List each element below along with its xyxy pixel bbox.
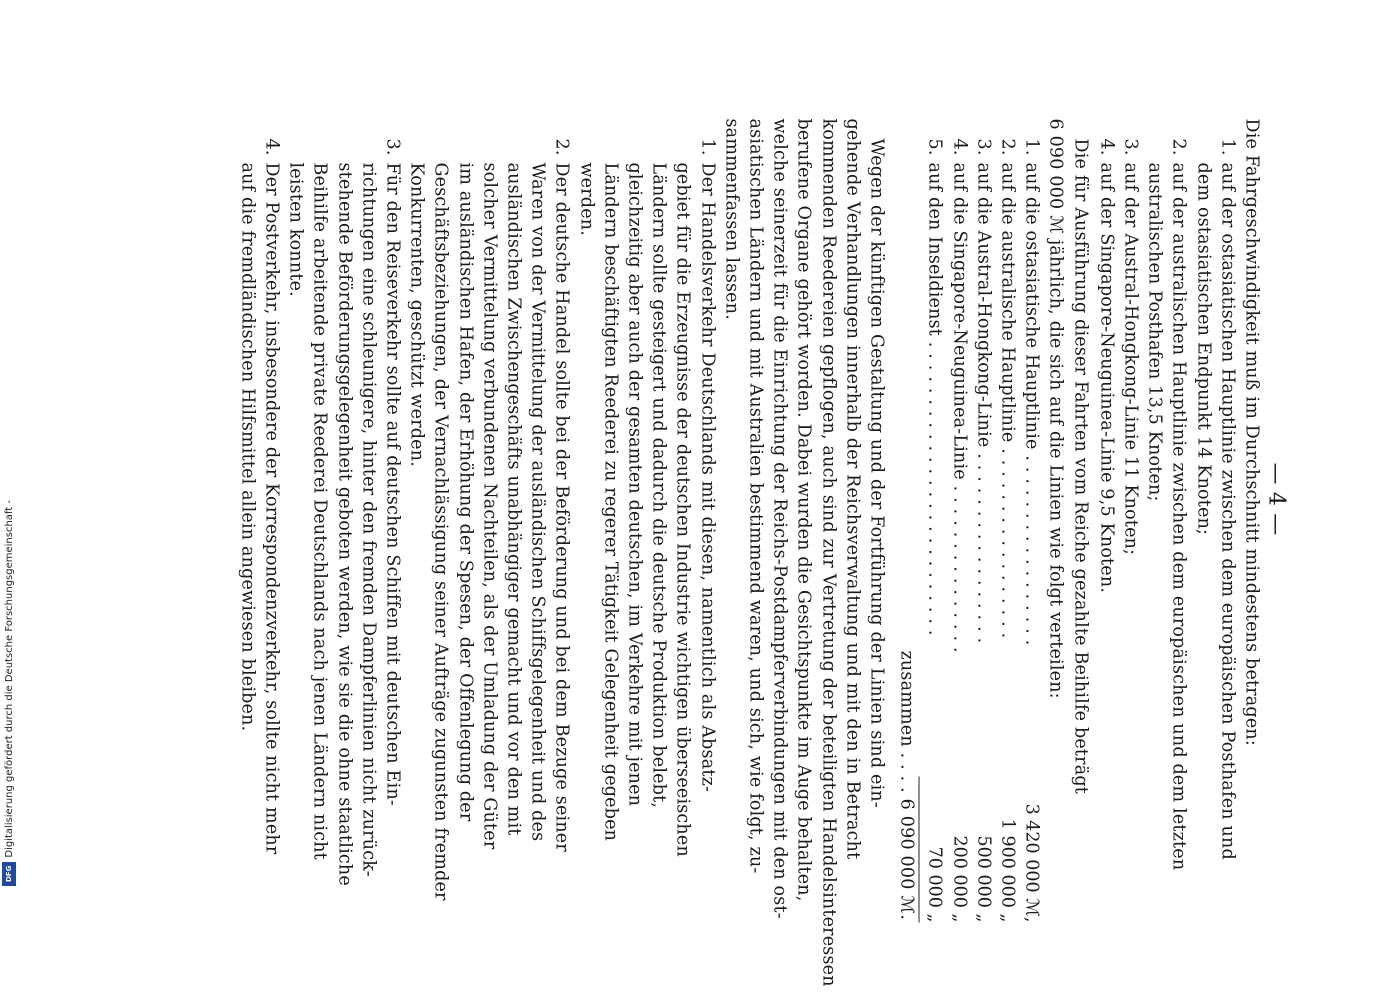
page-number: — 4 — xyxy=(1263,462,1288,535)
speed-item-number: 3. xyxy=(1120,138,1140,156)
paragraph-line: sammenfassen lassen. xyxy=(720,118,741,320)
point-line: solcher Vermittelung verbundenen Nachteilen, als der Umladung der Güter xyxy=(478,162,499,849)
subsidy-item-label: auf die australische Hauptlinie . . . . . . . . . . . . . . . . . xyxy=(997,162,1017,638)
point-number: 1. xyxy=(696,138,717,156)
subsidy-item-amount: 500 000 „ xyxy=(972,835,993,922)
point-line: werden. xyxy=(575,162,596,236)
paragraph-line: Wegen der künftigen Gestaltung und der Fortführung der Linien sind ein- xyxy=(866,138,886,808)
subsidy-intro-line: 6 090 000 ℳ jährlich, die sich auf die Linien wie folgt verteilen: xyxy=(1045,118,1066,699)
point-line: Für den Reiseverkehr sollte auf deutschen Schiffen mit deutschen Ein- xyxy=(382,162,402,806)
subsidy-intro-line: Die für Ausführung dieser Fahrten vom Reiche gezahlte Beihilfe beträgt xyxy=(1069,138,1090,794)
point-line: gleichzeitig aber auch der gesamten deutschen, im Verkehre mit jenen xyxy=(624,162,644,806)
speed-item-line: dem ostasiatischen Endpunkt 14 Knoten; xyxy=(1192,162,1213,535)
subsidy-item-number: 4. xyxy=(948,138,969,156)
point-line: Der Handelsverkehr Deutschlands mit diesen, namentlich als Absatz- xyxy=(696,162,717,792)
subsidy-item-label: auf die Singapore-Neuguinea-Linie . . . . . . . . . . . . . . . xyxy=(948,162,969,653)
subsidy-item-amount: 3 420 000 ℳ, xyxy=(1021,803,1042,922)
point-line: Ländern beschäftigten Reederei zu regerer Tätigkeit Gelegenheit gegeben xyxy=(599,162,620,841)
point-line: Beihilfe arbeitende private Reederei Deutschlands nach jenen Ländern nicht xyxy=(309,162,330,860)
subsidy-item-number: 2. xyxy=(997,138,1017,156)
speed-item-line: auf der ostasiatischen Hauptlinie zwischen dem europäischen Posthafen und xyxy=(1216,162,1237,860)
paragraph-line: berufene Organe gehört worden. Dabei wurden die Gesichtspunkte im Auge behalten, xyxy=(793,118,814,901)
point-number: 2. xyxy=(551,138,572,156)
subsidy-item-amount: 1 900 000 „ xyxy=(997,818,1017,922)
subsidy-item-amount: 70 000 „ xyxy=(924,846,945,922)
point-line: gebiet für die Erzeugnisse der deutschen Industrie wichtigen überseeischen xyxy=(672,162,693,857)
paragraph-line: asiatischen Ländern und mit Australien bestimmend waren, und sich, wie folgt, zu- xyxy=(745,118,765,874)
subsidy-item-number: 5. xyxy=(924,138,945,156)
point-number: 3. xyxy=(382,138,402,156)
credit-text: Digitalisierung gefördert durch die Deutsche Forschungsgemeinschaft - xyxy=(3,500,15,858)
subsidy-item-label: auf die ostasiatische Hauptlinie . . . . . . . . . . . . . . . . . xyxy=(1021,162,1042,646)
subsidy-item-label: auf die Austral-Hongkong-Linie . . . . . . . . . . . . . . . . . xyxy=(972,162,993,643)
subsidy-item-amount: 200 000 „ xyxy=(948,835,969,922)
dfg-logo: DFG xyxy=(2,862,16,886)
point-line: Geschäftsbeziehungen, der Vernachlässigung seiner Aufträge zugunsten fremder xyxy=(430,162,451,901)
total-rule xyxy=(918,776,919,922)
point-line: richtungen eine schleunigere, hinter den fremden Dampferlinien nicht zurück- xyxy=(357,162,378,877)
point-line: Waren von der Vermittelung der ausländischen Schiffsgelegenheit und des xyxy=(527,162,548,841)
speed-item-line: auf der Austral-Hongkong-Linie 11 Knoten; xyxy=(1120,162,1140,555)
point-line: Konkurrenten, geschützt werden. xyxy=(406,162,427,467)
paragraph-line: kommenden Reedereien gepflogen, auch sind zur Vertretung der beteiligten Handelsinteressen xyxy=(817,118,838,987)
point-line: leisten konnte. xyxy=(285,162,306,297)
speed-item-line: australischen Posthafen 13,5 Knoten; xyxy=(1144,162,1165,502)
total-line: zusammen . . . . 6 090 000 ℳ. xyxy=(896,650,917,920)
point-line: im ausländischen Hafen, der Erhöhung der Spesen, der Offenlegung der xyxy=(454,162,475,821)
speed-item-number: 1. xyxy=(1216,138,1237,156)
paragraph-line: welche seinerzeit für die Einrichtung der Reichs-Postdampferverbindungen mit den ost- xyxy=(769,118,790,919)
speed-item-line: auf der Singapore-Neuguinea-Linie 9,5 Knoten. xyxy=(1095,162,1116,593)
paragraph-line: gehende Verhandlungen innerhalb der Reichsverwaltung und mit den in Betracht xyxy=(841,118,862,859)
intro-line: Die Fahrgeschwindigkeit muß im Durchschnitt mindestens betragen: xyxy=(1241,118,1261,746)
point-line: auf die fremdländischen Hilfsmittel allein angewiesen bleiben. xyxy=(236,162,257,731)
point-line: Ländern sollte gesteigert und dadurch die deutsche Produktion belebt, xyxy=(648,162,669,808)
subsidy-item-number: 3. xyxy=(972,138,993,156)
subsidy-item-number: 1. xyxy=(1021,138,1042,156)
digitization-credit xyxy=(1,500,17,970)
point-line: ausländischen Zwischengeschäfts unabhängiger gemacht und vor den mit xyxy=(503,162,523,836)
speed-item-number: 2. xyxy=(1168,138,1189,156)
speed-item-line: auf der australischen Hauptlinie zwischen dem europäischen und dem letzten xyxy=(1168,162,1189,870)
point-line: Der Postverkehr, insbesondere der Korrespondenzverkehr, sollte nicht mehr xyxy=(261,162,281,854)
point-line: stehende Beförderungsgelegenheit geboten werden, wie sie die ohne staatliche xyxy=(333,162,354,886)
subsidy-item-label: auf den Inseldienst . . . . . . . . . . . . . . . . . . . . . . . . . . xyxy=(924,162,945,636)
speed-item-number: 4. xyxy=(1095,138,1116,156)
point-number: 4. xyxy=(261,138,281,156)
point-line: Der deutsche Handel sollte bei der Beförderung und bei dem Bezuge seiner xyxy=(551,162,572,852)
